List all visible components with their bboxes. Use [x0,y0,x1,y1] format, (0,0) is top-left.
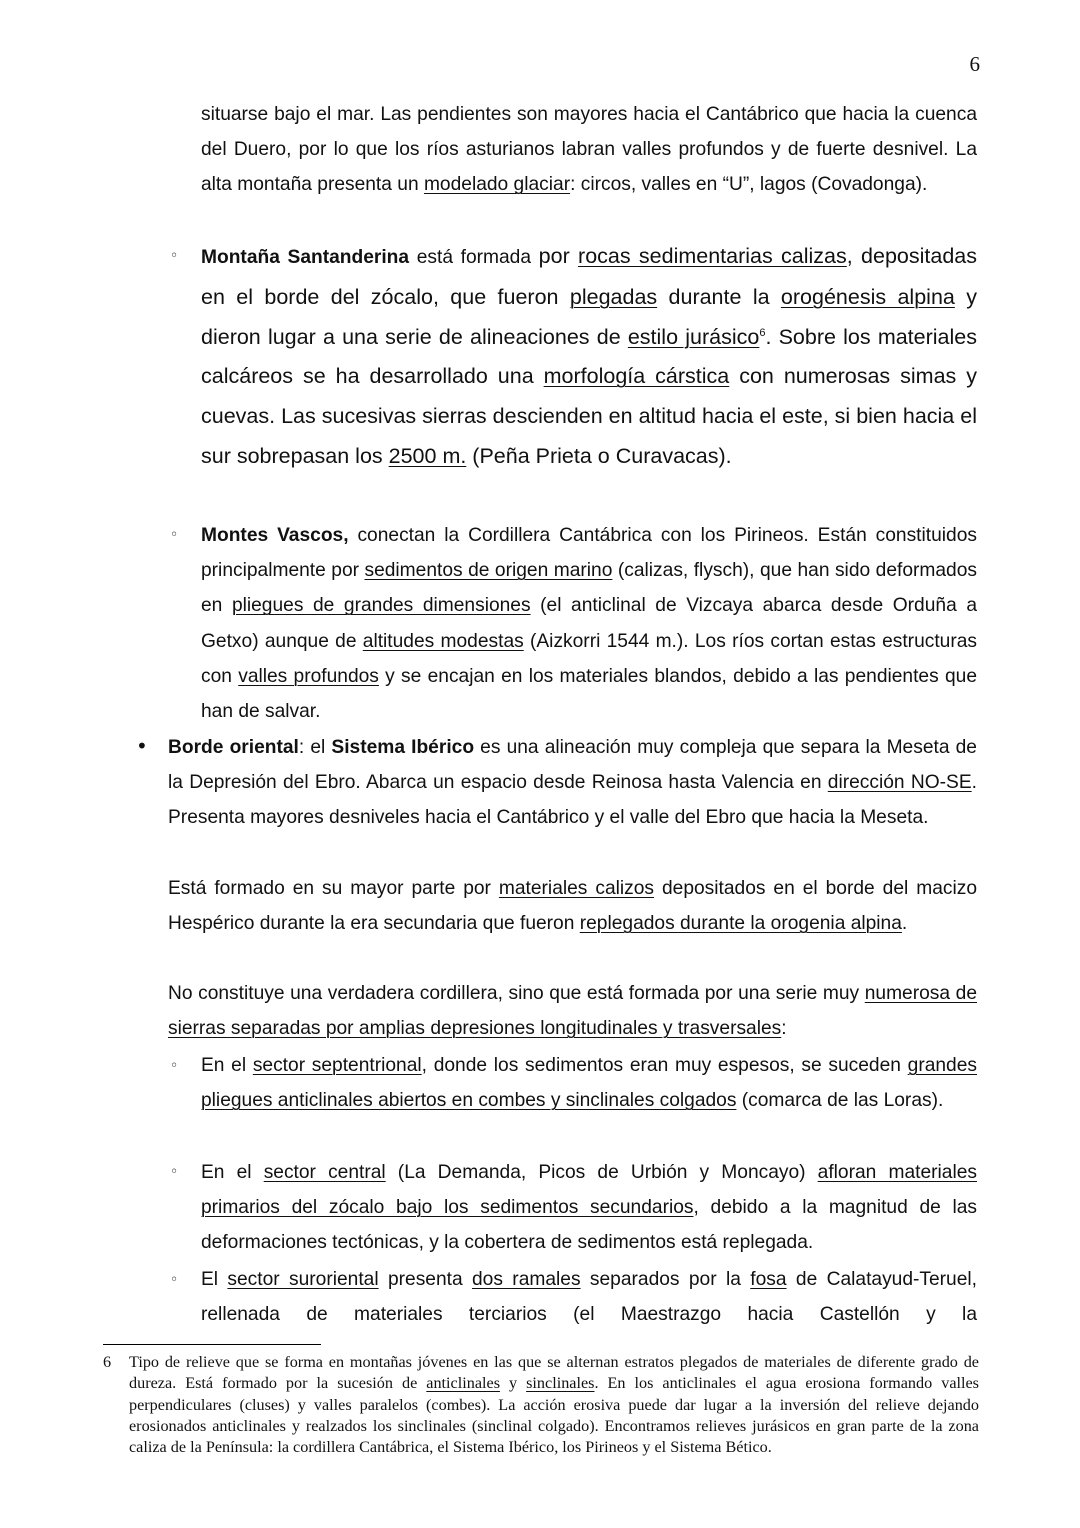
paragraph-montes-vascos: Montes Vascos, conectan la Cordillera Cantábrica con los Pirineos. Están constituidos principalmente por sedimentos de origen marino (calizas, flysch), que han sido deformados en pliegues de grandes dimensiones (el anticlinal de Vizcaya abarca desde Orduña a Getxo) aunque de altitudes modestas (Aizkorri 1544 m.). Los ríos cortan estas estructuras con valles profundos y se encajan en los materiales blandos, debido a las pendientes que han de salvar. [201,525,977,723]
bullet-marker: • [136,734,148,758]
page-number: 6 [969,52,980,76]
paragraph-montana-santanderina: Montaña Santanderina está formada por rocas sedimentarias calizas, depositadas en el borde del zócalo, que fueron plegadas durante la orogénesis alpina y dieron lugar a una serie de alineaciones de estilo jurásico$^6$. Sobre los materiales calcáreos se ha desarrollado una morfología cárstica con numerosas simas y cuevas. Las sucesivas sierras descienden en altitud hacia el este, si bien hacia el sur sobrepasan los 2500 m. (Peña Prieta o Curavacas). [201,244,977,468]
footnote-text: Tipo de relieve que se forma en montañas jóvenes en las que se alternan estratos plegados de materiales de diferente grado de dureza. Está formado por la sucesión de anticlinales y sinclinales. En los anticlinales el agua erosiona formando valles perpendiculares (cluses) y valles paralelos (combes). La acción erosiva puede dar lugar a la inversión del relieve dejando erosionados anticlinales y realzados los sinclinales (sinclinal colgado). Encontramos relieves jurásicos en gran parte de la zona caliza de la Península: la cordillera Cantábrica, el Sistema Ibérico, los Pirineos y el Sistema Bético. [129,1353,979,1457]
footnote-number: 6 [103,1353,112,1371]
term-modelado-glaciar: modelado glaciar [423,174,571,196]
heading-sistema-iberico: Sistema Ibérico [331,737,475,758]
list-marker: ◦ [170,1272,179,1288]
footnote-ref: 6 [759,326,766,339]
paragraph-continuation: situarse bajo el mar. Las pendientes son mayores hacia el Cantábrico que hacia la cuenca del Duero, por lo que los ríos asturianos labran valles profundos y de fuerte desnivel. La alta montaña presenta un modelado glaciar: circos, valles en “U”, lagos (Covadonga). [201,104,977,196]
heading-montes-vascos: Montes Vascos, [201,525,349,546]
paragraph-borde-oriental: Borde oriental: el Sistema Ibérico es una alineación muy compleja que separa la Meseta de la Depresión del Ebro. Abarca un espacio desde Reinosa hasta Valencia en dirección NO-SE. Presenta mayores desniveles hacia el Cantábrico y el valle del Ebro que hacia la Meseta. [168,737,977,829]
list-marker: ◦ [170,248,179,264]
footnote-separator [103,1344,321,1345]
list-marker: ◦ [170,1164,179,1180]
paragraph-sector-septentrional: En el sector septentrional, donde los sedimentos eran muy espesos, se suceden grandes pliegues anticlinales abiertos en combes y sinclinales colgados (comarca de las Loras). [201,1055,977,1112]
heading-borde-oriental: Borde oriental [168,737,299,758]
paragraph-sector-suroriental: El sector suroriental presenta dos ramales separados por la fosa de Calatayud-Teruel, rellenada de materiales terciarios (el Maestrazgo hacia Castellón y la [201,1269,977,1326]
list-marker: ◦ [170,1058,179,1074]
paragraph-constituye: No constituye una verdadera cordillera, sino que está formada por una serie muy numerosa de sierras separadas por amplias depresiones longitudinales y trasversales: [168,983,977,1040]
heading-montana-santanderina: Montaña Santanderina [201,247,410,268]
list-marker: ◦ [170,527,179,543]
footnote [103,1352,979,1458]
paragraph-sector-central: En el sector central (La Demanda, Picos de Urbión y Moncayo) afloran materiales primarios del zócalo bajo los sedimentos secundarios, debido a la magnitud de las deformaciones tectónicas, y la cobertera de sedimentos está replegada. [201,1162,977,1254]
paragraph-formado: Está formado en su mayor parte por materiales calizos depositados en el borde del macizo Hespérico durante la era secundaria que fueron replegados durante la orogenia alpina. [168,878,977,935]
